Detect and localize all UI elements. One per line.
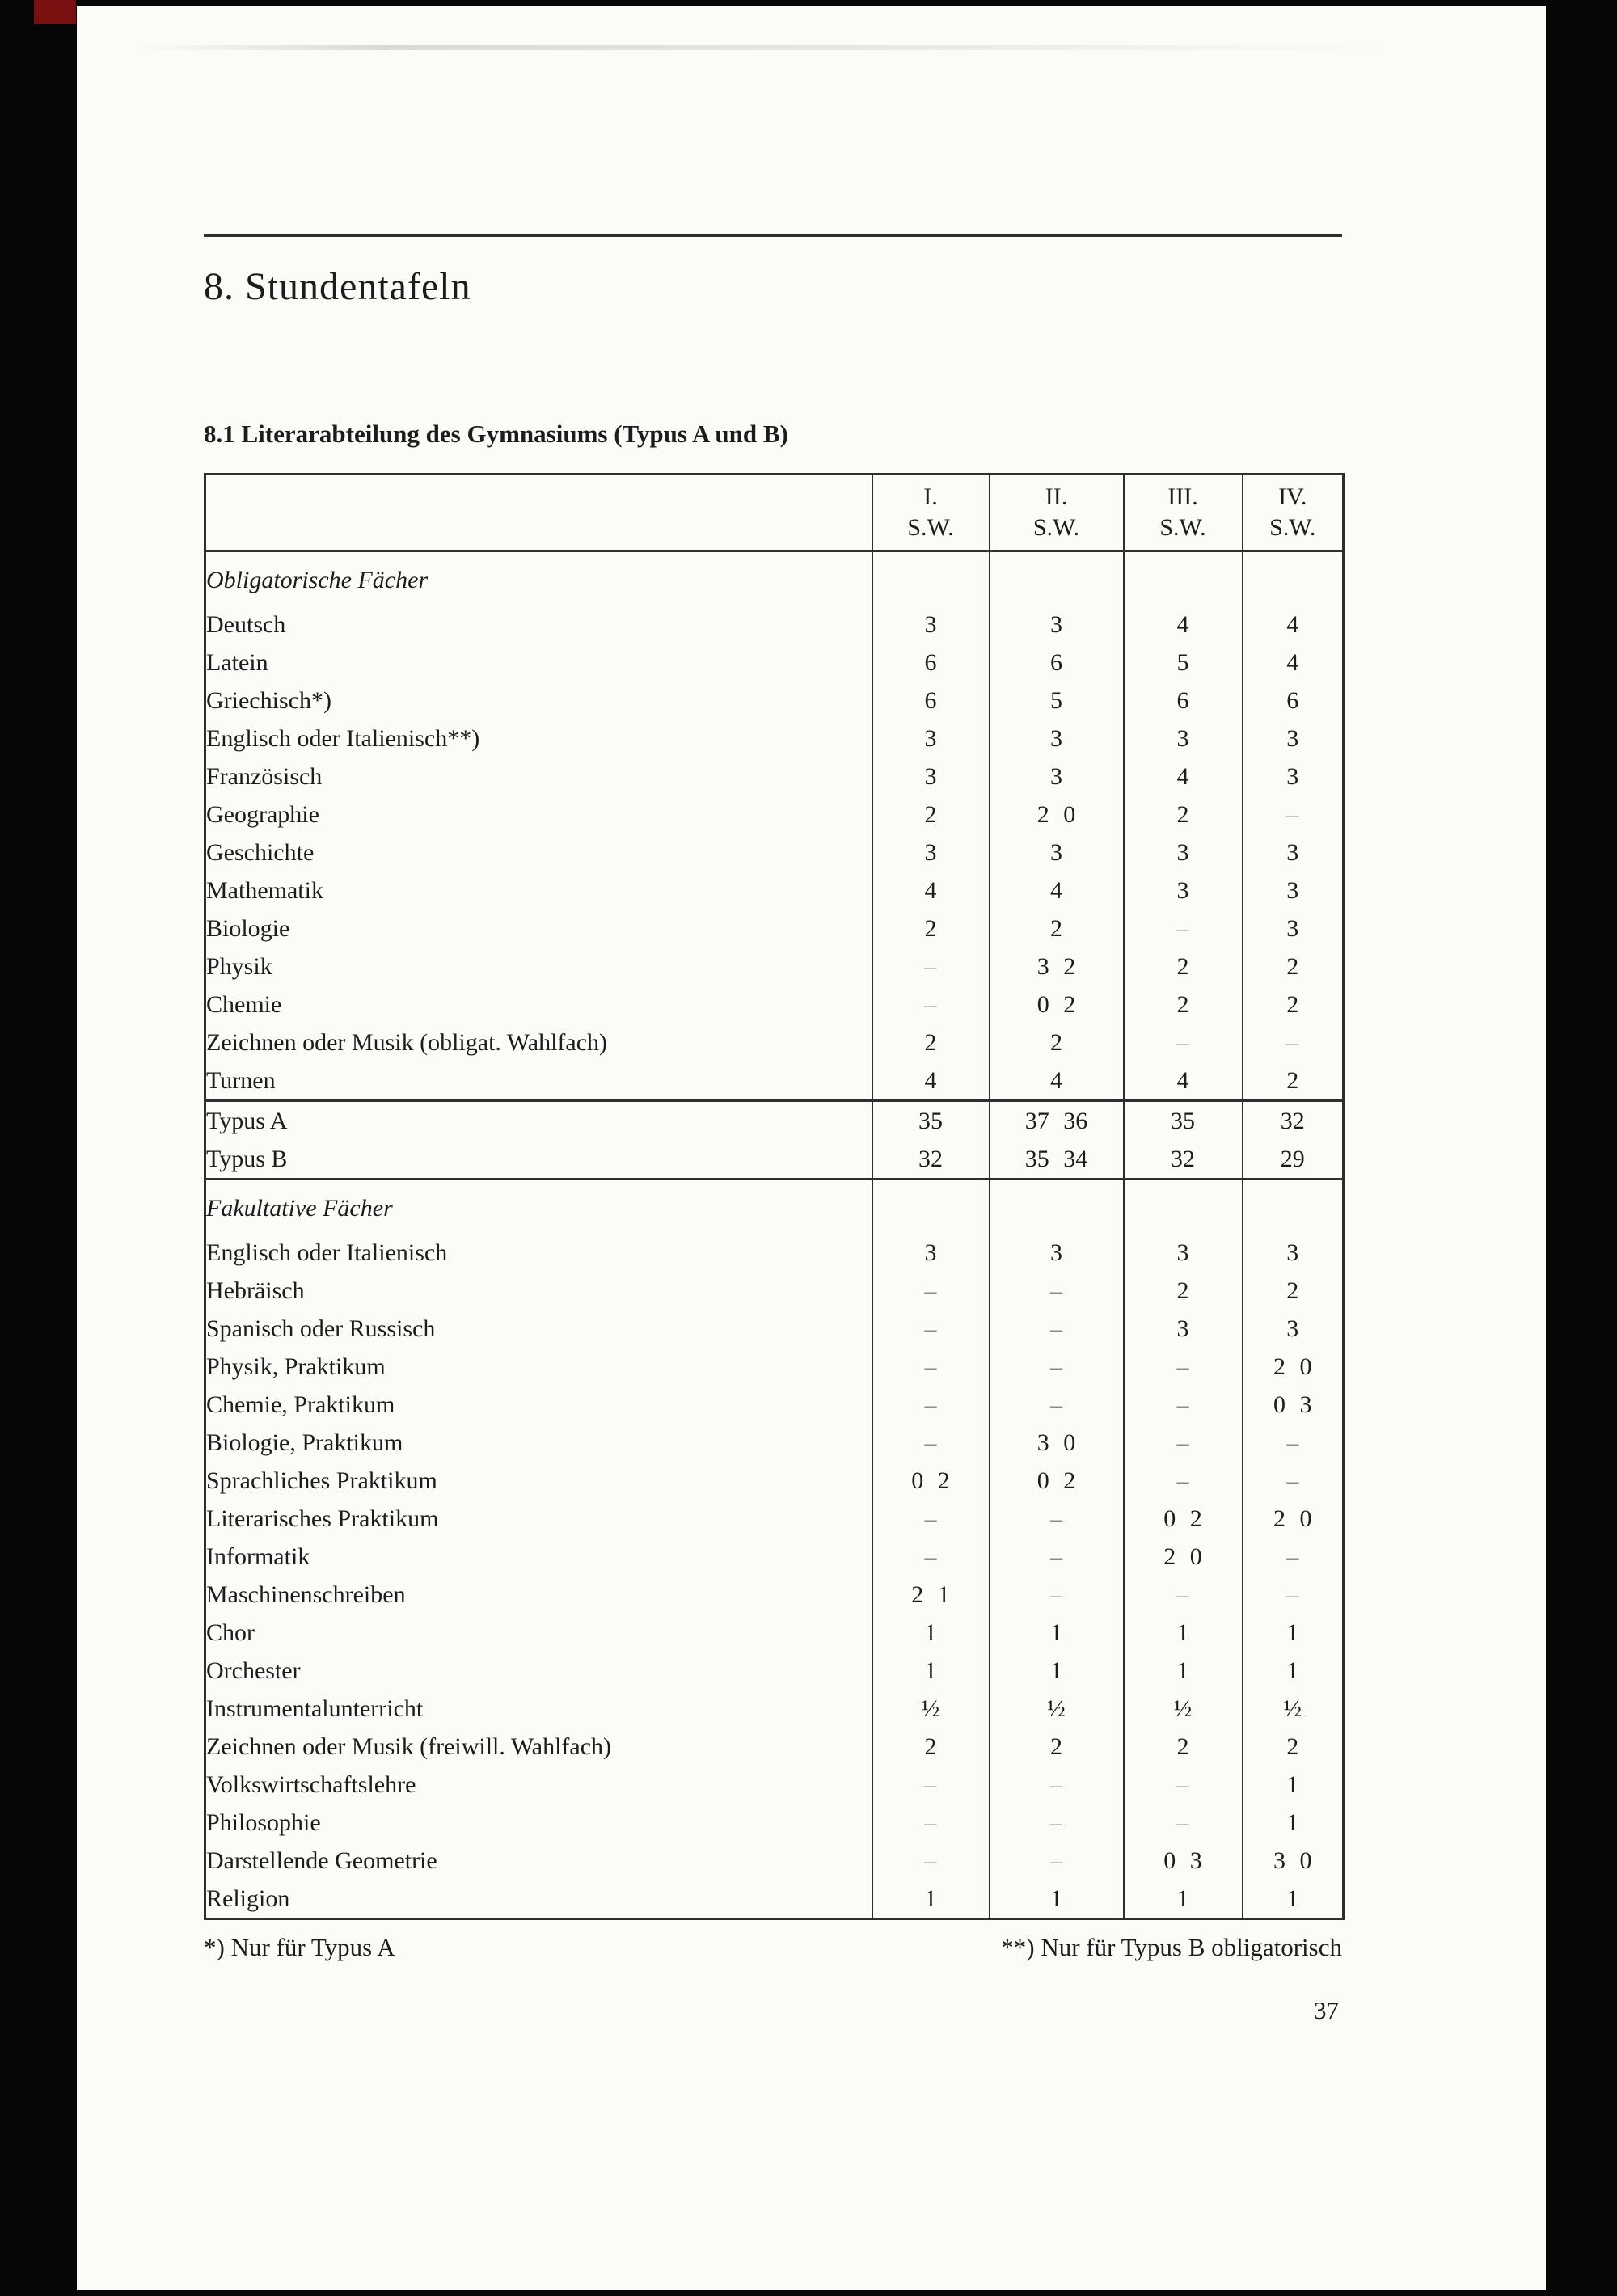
table-row	[205, 1728, 1344, 1766]
value-cell: –	[990, 1576, 1124, 1614]
subject-label: Englisch oder Italienisch**)	[206, 725, 480, 752]
value-cell-empty	[1243, 1180, 1344, 1235]
value-cell: 3	[872, 1234, 990, 1272]
subject-label: Physik	[206, 953, 272, 980]
value-cell: ½	[872, 1690, 990, 1728]
value-cell: 2	[1124, 986, 1243, 1023]
value-cell: 2	[990, 1023, 1124, 1061]
value-cell: –	[872, 986, 990, 1023]
footnote-typus-b: **) Nur für Typus B obligatorisch	[1001, 1933, 1342, 1961]
value-cell: 1	[1124, 1652, 1243, 1690]
value-cell: 3	[1243, 1310, 1344, 1348]
value-cell: 2	[1124, 1728, 1243, 1766]
value-cell: 1	[1243, 1766, 1344, 1804]
subject-label: Philosophie	[206, 1809, 321, 1836]
value-cell: 2	[872, 1023, 990, 1061]
value-cell: 5	[1124, 644, 1243, 682]
value-cell-empty	[990, 551, 1124, 606]
table-row	[205, 1842, 1344, 1880]
section-heading-81: 8.1 Literarabteilung des Gymnasiums (Typus A und B)	[204, 420, 788, 448]
subject-label: Geschichte	[206, 839, 315, 866]
column-header	[1124, 475, 1243, 551]
section-heading: Obligatorische Fächer	[206, 567, 429, 593]
value-cell: 1	[1243, 1614, 1344, 1652]
table-row	[205, 1234, 1344, 1272]
value-cell: –	[990, 1842, 1124, 1880]
value-cell: 2	[1243, 1061, 1344, 1101]
value-cell: 3	[1124, 834, 1243, 872]
value-cell: 2 0	[990, 796, 1124, 834]
value-cell-empty	[990, 1180, 1124, 1235]
value-cell: 3 2	[990, 948, 1124, 986]
value-cell: –	[872, 1386, 990, 1424]
value-cell-empty	[1243, 551, 1344, 606]
value-cell: 2	[1124, 948, 1243, 986]
value-cell: –	[872, 1348, 990, 1386]
value-cell: 2	[1124, 796, 1243, 834]
subject-label: Orchester	[206, 1657, 301, 1684]
value-cell: –	[1124, 1576, 1243, 1614]
footnotes	[204, 1931, 1342, 1964]
value-cell: 4	[872, 872, 990, 910]
subject-label: Deutsch	[206, 611, 286, 638]
subject-label: Sprachliches Praktikum	[206, 1467, 437, 1494]
column-header	[990, 475, 1124, 551]
subject-label: Informatik	[206, 1543, 310, 1570]
value-cell: 3	[872, 758, 990, 796]
value-cell: 0 2	[872, 1462, 990, 1500]
column-header-numeral: II.	[1045, 483, 1068, 510]
table-row	[205, 1386, 1344, 1424]
value-cell: 4	[1124, 758, 1243, 796]
table-header-empty	[205, 475, 872, 551]
value-cell: 3	[872, 720, 990, 758]
subject-label: Instrumentalunterricht	[206, 1695, 424, 1722]
value-cell: 37 36	[990, 1101, 1124, 1141]
value-cell: –	[872, 1272, 990, 1310]
value-cell: –	[990, 1500, 1124, 1538]
table-row	[205, 1500, 1344, 1538]
subject-label: Literarisches Praktikum	[206, 1505, 439, 1532]
value-cell: 3	[1124, 720, 1243, 758]
value-cell: –	[990, 1766, 1124, 1804]
value-cell: 32	[1243, 1101, 1344, 1141]
value-cell: ½	[990, 1690, 1124, 1728]
value-cell: 1	[1243, 1804, 1344, 1842]
value-cell: –	[1124, 1386, 1243, 1424]
value-cell: 2	[1124, 1272, 1243, 1310]
value-cell: –	[872, 1804, 990, 1842]
table-row	[205, 1576, 1344, 1614]
value-cell: ½	[1124, 1690, 1243, 1728]
value-cell: 3 0	[990, 1424, 1124, 1462]
value-cell: 3 0	[1243, 1842, 1344, 1880]
section-heading-row	[205, 551, 1344, 606]
subject-label: Geographie	[206, 801, 319, 828]
value-cell: 3	[1124, 1234, 1243, 1272]
value-cell: 2	[1243, 1272, 1344, 1310]
subject-label: Biologie, Praktikum	[206, 1429, 403, 1456]
value-cell: 0 2	[1124, 1500, 1243, 1538]
value-cell: 35	[1124, 1101, 1243, 1141]
value-cell: 2 0	[1243, 1348, 1344, 1386]
value-cell: 3	[990, 758, 1124, 796]
value-cell: 1	[1124, 1614, 1243, 1652]
value-cell: 29	[1243, 1140, 1344, 1180]
page-number: 37	[1314, 1996, 1339, 2024]
table-row	[205, 1023, 1344, 1061]
column-header-unit: S.W.	[1159, 514, 1206, 541]
subject-label: Maschinenschreiben	[206, 1581, 406, 1608]
subject-label: Mathematik	[206, 877, 323, 904]
value-cell: –	[1124, 1424, 1243, 1462]
value-cell: 0 2	[990, 1462, 1124, 1500]
value-cell: –	[1124, 1348, 1243, 1386]
table-row	[205, 758, 1344, 796]
value-cell: 1	[1243, 1880, 1344, 1919]
value-cell: –	[990, 1386, 1124, 1424]
value-cell: 1	[1243, 1652, 1344, 1690]
table-section	[205, 551, 1344, 1101]
table-row	[205, 910, 1344, 948]
value-cell: –	[1243, 796, 1344, 834]
table-row	[205, 1140, 1344, 1180]
value-cell: –	[990, 1310, 1124, 1348]
column-header-unit: S.W.	[1269, 514, 1316, 541]
value-cell: 32	[872, 1140, 990, 1180]
value-cell: 1	[1124, 1880, 1243, 1919]
value-cell: –	[872, 948, 990, 986]
table-row	[205, 1101, 1344, 1141]
table-row	[205, 1804, 1344, 1842]
value-cell: 4	[990, 872, 1124, 910]
value-cell: 3	[1243, 1234, 1344, 1272]
value-cell: –	[1243, 1538, 1344, 1576]
value-cell: 6	[872, 682, 990, 720]
value-cell: 3	[990, 606, 1124, 644]
subject-label: Physik, Praktikum	[206, 1353, 386, 1380]
page-content	[204, 6, 1342, 2025]
value-cell: –	[1243, 1424, 1344, 1462]
table-section	[205, 1101, 1344, 1180]
table-row	[205, 682, 1344, 720]
value-cell: –	[872, 1842, 990, 1880]
subject-label: Darstellende Geometrie	[206, 1847, 437, 1874]
table-row	[205, 1538, 1344, 1576]
value-cell: –	[872, 1538, 990, 1576]
value-cell: –	[1243, 1462, 1344, 1500]
value-cell: 2	[872, 796, 990, 834]
value-cell: –	[990, 1804, 1124, 1842]
value-cell: 0 3	[1243, 1386, 1344, 1424]
subject-label: Religion	[206, 1885, 290, 1912]
table-row	[205, 1614, 1344, 1652]
value-cell: –	[1124, 910, 1243, 948]
table-row	[205, 834, 1344, 872]
column-header	[872, 475, 990, 551]
subject-label: Hebräisch	[206, 1277, 305, 1304]
value-cell-empty	[872, 551, 990, 606]
subject-label: Typus A	[206, 1108, 288, 1134]
value-cell: 4	[1124, 606, 1243, 644]
value-cell: 6	[1124, 682, 1243, 720]
table-row	[205, 872, 1344, 910]
value-cell: 3	[1243, 720, 1344, 758]
value-cell: –	[1124, 1804, 1243, 1842]
value-cell: 3	[990, 1234, 1124, 1272]
table-row	[205, 720, 1344, 758]
value-cell: –	[1124, 1023, 1243, 1061]
table-row	[205, 986, 1344, 1023]
value-cell: 32	[1124, 1140, 1243, 1180]
section-heading: Fakultative Fächer	[206, 1195, 393, 1222]
value-cell: 4	[1243, 644, 1344, 682]
page-title: 8. Stundentafeln	[204, 265, 471, 308]
value-cell: 3	[990, 834, 1124, 872]
value-cell: 3	[990, 720, 1124, 758]
subject-label: Spanisch oder Russisch	[206, 1315, 436, 1342]
table-row	[205, 1061, 1344, 1101]
value-cell: 4	[872, 1061, 990, 1101]
value-cell: –	[1124, 1462, 1243, 1500]
value-cell: –	[990, 1348, 1124, 1386]
value-cell: 2	[1243, 986, 1344, 1023]
footnote-typus-a: *) Nur für Typus A	[204, 1933, 395, 1961]
value-cell: 2	[872, 1728, 990, 1766]
subject-label: Biologie	[206, 915, 290, 942]
table-row	[205, 644, 1344, 682]
table-row	[205, 1348, 1344, 1386]
value-cell: 3	[1243, 910, 1344, 948]
table-row	[205, 1462, 1344, 1500]
value-cell: 1	[990, 1652, 1124, 1690]
value-cell: 6	[872, 644, 990, 682]
subject-label: Latein	[206, 649, 268, 676]
value-cell: –	[872, 1500, 990, 1538]
subject-label: Typus B	[206, 1146, 288, 1172]
value-cell: 1	[872, 1614, 990, 1652]
value-cell: –	[872, 1766, 990, 1804]
value-cell: 2	[990, 1728, 1124, 1766]
section-heading-row	[205, 1180, 1344, 1235]
table-row	[205, 1424, 1344, 1462]
value-cell: 1	[872, 1880, 990, 1919]
subject-label: Griechisch*)	[206, 687, 331, 714]
value-cell-empty	[1124, 1180, 1243, 1235]
table-row	[205, 1690, 1344, 1728]
column-header	[1243, 475, 1344, 551]
value-cell: –	[990, 1538, 1124, 1576]
value-cell: 1	[872, 1652, 990, 1690]
column-header-unit: S.W.	[1032, 514, 1080, 541]
scan-artifact-red-mark	[34, 0, 76, 24]
value-cell: 3	[872, 834, 990, 872]
table-header-row	[205, 475, 1344, 551]
value-cell: 1	[990, 1614, 1124, 1652]
value-cell: ½	[1243, 1690, 1344, 1728]
table-row	[205, 948, 1344, 986]
timetable	[204, 473, 1345, 1920]
value-cell: 4	[1243, 606, 1344, 644]
value-cell: 35	[872, 1101, 990, 1141]
value-cell: 6	[990, 644, 1124, 682]
table-row	[205, 1310, 1344, 1348]
subject-label: Zeichnen oder Musik (obligat. Wahlfach)	[206, 1029, 608, 1056]
table-row	[205, 1880, 1344, 1919]
value-cell: 1	[990, 1880, 1124, 1919]
subject-label: Zeichnen oder Musik (freiwill. Wahlfach)	[206, 1733, 612, 1760]
value-cell-empty	[872, 1180, 990, 1235]
value-cell-empty	[1124, 551, 1243, 606]
value-cell: 0 3	[1124, 1842, 1243, 1880]
value-cell: –	[1243, 1576, 1344, 1614]
top-rule	[204, 234, 1342, 237]
column-header-numeral: IV.	[1278, 483, 1307, 510]
value-cell: 3	[872, 606, 990, 644]
table-section	[205, 1180, 1344, 1919]
table-row	[205, 1652, 1344, 1690]
column-header-numeral: III.	[1167, 483, 1198, 510]
subject-label: Chemie, Praktikum	[206, 1391, 395, 1418]
value-cell: –	[990, 1272, 1124, 1310]
subject-label: Turnen	[206, 1067, 276, 1094]
value-cell: 2	[1243, 948, 1344, 986]
value-cell: –	[872, 1310, 990, 1348]
table-row	[205, 1766, 1344, 1804]
value-cell: 4	[990, 1061, 1124, 1101]
table-row	[205, 1272, 1344, 1310]
value-cell: 3	[1243, 834, 1344, 872]
value-cell: 2	[1243, 1728, 1344, 1766]
value-cell: 3	[1124, 1310, 1243, 1348]
value-cell: 3	[1243, 758, 1344, 796]
value-cell: 4	[1124, 1061, 1243, 1101]
subject-label: Französisch	[206, 763, 323, 790]
value-cell: 3	[1124, 872, 1243, 910]
subject-label: Volkswirtschaftslehre	[206, 1771, 416, 1798]
value-cell: –	[1124, 1766, 1243, 1804]
subject-label: Chemie	[206, 991, 282, 1018]
table-row	[205, 606, 1344, 644]
value-cell: 35 34	[990, 1140, 1124, 1180]
value-cell: 3	[1243, 872, 1344, 910]
value-cell: 6	[1243, 682, 1344, 720]
value-cell: 0 2	[990, 986, 1124, 1023]
value-cell: 2 1	[872, 1576, 990, 1614]
value-cell: 2	[872, 910, 990, 948]
document-page	[77, 6, 1546, 2290]
column-header-unit: S.W.	[907, 514, 954, 541]
value-cell: 2 0	[1243, 1500, 1344, 1538]
value-cell: 2	[990, 910, 1124, 948]
value-cell: 5	[990, 682, 1124, 720]
column-header-numeral: I.	[923, 483, 938, 510]
value-cell: –	[872, 1424, 990, 1462]
value-cell: –	[1243, 1023, 1344, 1061]
subject-label: Englisch oder Italienisch	[206, 1239, 448, 1266]
table-row	[205, 796, 1344, 834]
value-cell: 2 0	[1124, 1538, 1243, 1576]
subject-label: Chor	[206, 1619, 255, 1646]
